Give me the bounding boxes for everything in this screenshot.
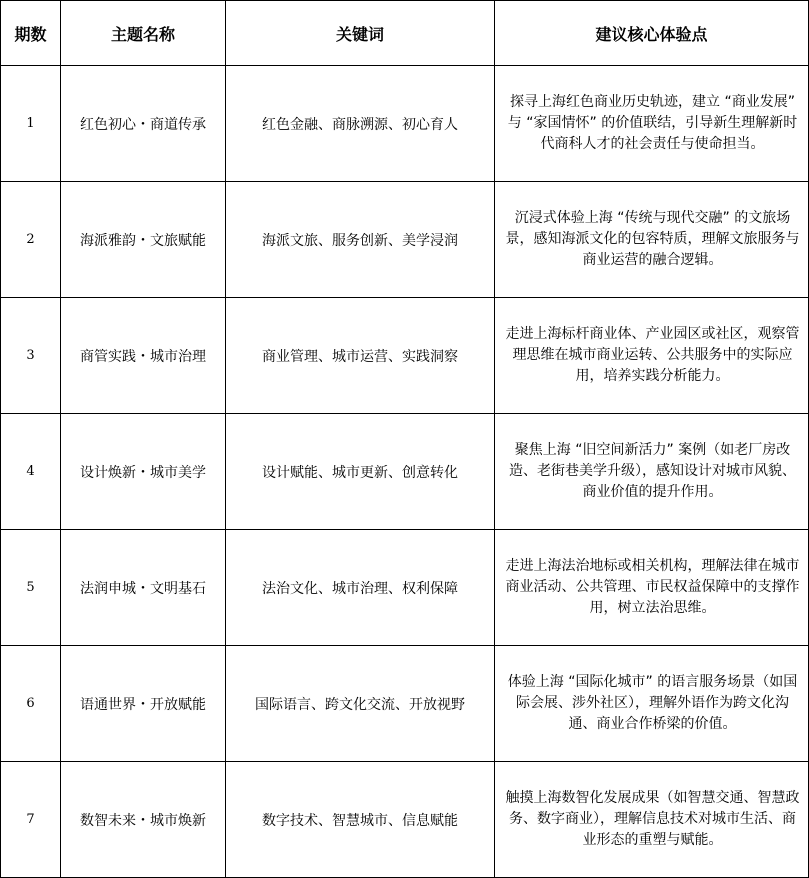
- experience-cell: 体验上海 “国际化城市” 的语言服务场景（如国际会展、涉外社区），理解外语作为跨文化沟通、商业合作桥梁的价值。: [495, 646, 809, 762]
- theme-cell: 商管实践・城市治理: [61, 298, 226, 414]
- keywords-cell: 数字技术、智慧城市、信息赋能: [226, 762, 495, 878]
- header-period: 期数: [1, 1, 61, 66]
- period-cell: 5: [1, 530, 61, 646]
- experience-cell: 聚焦上海 “旧空间新活力” 案例（如老厂房改造、老街巷美学升级），感知设计对城市风貌、商业价值的提升作用。: [495, 414, 809, 530]
- theme-cell: 设计焕新・城市美学: [61, 414, 226, 530]
- period-cell: 1: [1, 66, 61, 182]
- table-row: [1, 646, 809, 762]
- theme-cell: 法润申城・文明基石: [61, 530, 226, 646]
- theme-cell: 红色初心・商道传承: [61, 66, 226, 182]
- period-cell: 2: [1, 182, 61, 298]
- table-row: [1, 66, 809, 182]
- keywords-cell: 法治文化、城市治理、权利保障: [226, 530, 495, 646]
- experience-cell: 沉浸式体验上海 “传统与现代交融” 的文旅场景，感知海派文化的包容特质，理解文旅服务与商业运营的融合逻辑。: [495, 182, 809, 298]
- header-experience: 建议核心体验点: [495, 1, 809, 66]
- experience-cell: 走进上海法治地标或相关机构，理解法律在城市商业活动、公共管理、市民权益保障中的支撑作用，树立法治思维。: [495, 530, 809, 646]
- table-row: [1, 182, 809, 298]
- period-cell: 3: [1, 298, 61, 414]
- period-cell: 6: [1, 646, 61, 762]
- period-cell: 7: [1, 762, 61, 878]
- theme-cell: 数智未来・城市焕新: [61, 762, 226, 878]
- keywords-cell: 海派文旅、服务创新、美学浸润: [226, 182, 495, 298]
- keywords-cell: 红色金融、商脉溯源、初心育人: [226, 66, 495, 182]
- theme-cell: 语通世界・开放赋能: [61, 646, 226, 762]
- header-keywords: 关键词: [226, 1, 495, 66]
- table-row: [1, 530, 809, 646]
- table-body: [1, 66, 809, 878]
- experience-cell: 探寻上海红色商业历史轨迹，建立 “商业发展” 与 “家国情怀” 的价值联结，引导新生理解新时代商科人才的社会责任与使命担当。: [495, 66, 809, 182]
- experience-cell: 走进上海标杆商业体、产业园区或社区，观察管理思维在城市商业运转、公共服务中的实际应用，培养实践分析能力。: [495, 298, 809, 414]
- keywords-cell: 设计赋能、城市更新、创意转化: [226, 414, 495, 530]
- theme-cell: 海派雅韵・文旅赋能: [61, 182, 226, 298]
- table-row: [1, 298, 809, 414]
- header-row: [1, 1, 809, 66]
- keywords-cell: 商业管理、城市运营、实践洞察: [226, 298, 495, 414]
- table-row: [1, 762, 809, 878]
- header-theme: 主题名称: [61, 1, 226, 66]
- experience-cell: 触摸上海数智化发展成果（如智慧交通、智慧政务、数字商业），理解信息技术对城市生活、商业形态的重塑与赋能。: [495, 762, 809, 878]
- period-cell: 4: [1, 414, 61, 530]
- table-row: [1, 414, 809, 530]
- keywords-cell: 国际语言、跨文化交流、开放视野: [226, 646, 495, 762]
